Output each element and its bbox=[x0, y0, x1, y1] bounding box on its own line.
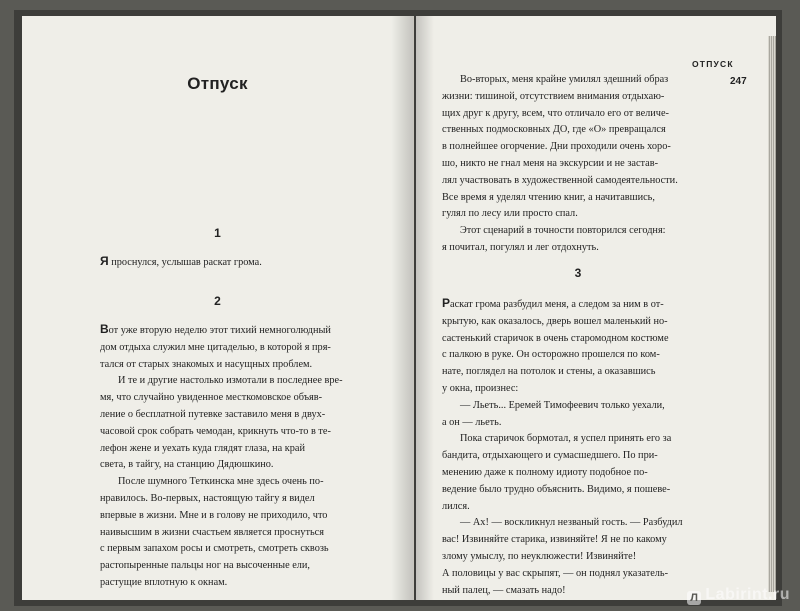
text-line: Во-вторых, меня крайне умилял здешний образ bbox=[460, 74, 669, 85]
section-number-3: 3 bbox=[574, 266, 582, 280]
text-line: А половицы у вас скрыпят, — он поднял указатель- bbox=[442, 567, 669, 579]
text-line: — Ах! — воскликнул незваный гость. — Разбудил bbox=[460, 517, 683, 529]
text-line: гулял по лесу или просто спал. bbox=[442, 208, 578, 220]
drop-cap: В bbox=[100, 322, 109, 336]
text-line: наивысшим в жизни счастьем является проснуться bbox=[100, 526, 324, 538]
text-line: ление о бесплатной путевке заставило меня в двух- bbox=[100, 408, 326, 420]
text-line: тался от старых знакомых и насущных проблем. bbox=[100, 358, 313, 370]
text-line: бандита, отдыхающего и сумасшедшего. По при- bbox=[442, 450, 658, 462]
text-line: мя, что случайно увиденное месткомовское объяв- bbox=[100, 392, 323, 404]
text-line: с первым запахом росы и смотреть, смотреть сквозь bbox=[100, 543, 329, 555]
text-line: впервые в жизни. Мне и в голову не приходило, что bbox=[100, 509, 328, 521]
text-line: Раскат грома разбудил меня, а следом за ним в от- bbox=[442, 296, 664, 310]
text-line: састенький старичок в очень старомодном костюме bbox=[442, 332, 669, 344]
text-line: ный палец, — смазать надо! bbox=[442, 584, 566, 596]
text-line: Все время я уделял чтению книг, а начитавшись, bbox=[442, 191, 655, 203]
text-line: Этот сценарий в точности повторился сегодня: bbox=[460, 225, 666, 237]
text-line: злому умыслу, по неуклюжести! Извиняйте! bbox=[442, 550, 637, 562]
section-number-2: 2 bbox=[214, 294, 221, 308]
right-page bbox=[416, 16, 776, 600]
text-line: часовой срок собрать чемодан, крикнуть что-то в те- bbox=[100, 425, 331, 437]
text-line: растопыренные пальцы ног на высоченные ели, bbox=[100, 560, 311, 572]
text-line: И те и другие настолько измотали в последнее вре- bbox=[118, 375, 343, 387]
left-page bbox=[22, 16, 414, 600]
labirint-logo-icon: Л bbox=[687, 591, 701, 605]
section-3-text bbox=[442, 295, 724, 599]
text-line: с палкою в руке. Он осторожно прошелся по ком- bbox=[442, 349, 660, 361]
section-1-text bbox=[100, 253, 368, 272]
text-line: Пока старичок бормотал, я успел принять его за bbox=[460, 433, 672, 445]
page-edges bbox=[768, 36, 776, 592]
text-line: лефон жене и уехать куда глядят глаза, на край bbox=[100, 442, 306, 454]
text-line: лился. bbox=[442, 500, 470, 512]
drop-cap: Р bbox=[442, 296, 451, 310]
text-line: я почитал, погулял и лег отдохнуть. bbox=[442, 241, 599, 253]
text-line: нате, поглядел на потолок и стены, а оказавшись bbox=[442, 366, 656, 378]
text-line: шо, никто не гнал меня на экскурсии и не застав- bbox=[442, 157, 659, 169]
text-line: жизни: тишиной, отсутствием внимания отдыхаю- bbox=[442, 90, 665, 102]
right-top-text bbox=[442, 72, 724, 257]
text-line: нравилось. Во-первых, настоящую тайгу я видел bbox=[100, 492, 315, 504]
open-book bbox=[14, 10, 782, 606]
text-line: а он — льеть. bbox=[442, 416, 502, 428]
text-line: ведение было трудно объяснить. Видимо, я пошеве- bbox=[442, 483, 671, 495]
text-line: менению даже к полному идиоту подобное по- bbox=[442, 466, 648, 478]
text-line: лял участвовать в художественной самодеятельности. bbox=[442, 174, 678, 186]
text-line: растущие вплотную к окнам. bbox=[100, 576, 228, 588]
text-line: щих друг к другу, всем, что отличало его от величе- bbox=[442, 107, 669, 119]
text-line: После шумного Теткинска мне здесь очень по- bbox=[118, 476, 324, 488]
running-head: ОТПУСК bbox=[692, 59, 734, 69]
section-number-1: 1 bbox=[214, 226, 221, 240]
text-line: ственных подмосковных ДО, где «О» превращался bbox=[442, 124, 666, 136]
text-line: в полнейшее огорчение. Дни проходили очень хоро- bbox=[442, 141, 671, 153]
text-line: у окна, произнес: bbox=[442, 382, 519, 394]
section-2-text bbox=[100, 321, 374, 592]
text-line: вас! Извиняйте старика, извиняйте! Я не по какому bbox=[442, 534, 667, 546]
text-line: крытую, как оказалось, дверь вошел маленький но- bbox=[442, 315, 668, 327]
text-line: света, в тайгу, на станцию Дядюшкино. bbox=[100, 459, 274, 471]
text-line: — Льеть... Еремей Тимофеевич только уехали, bbox=[460, 399, 665, 411]
text-line: Вот уже вторую неделю этот тихий немноголюдный bbox=[100, 322, 331, 336]
drop-cap: Я bbox=[100, 254, 109, 268]
watermark: Л Labirint.ru bbox=[687, 586, 790, 605]
paragraph: Я проснулся, услышав раскат грома. bbox=[100, 254, 262, 268]
chapter-title: Отпуск bbox=[187, 74, 248, 93]
page-number: 247 bbox=[730, 76, 747, 87]
text-line: дом отдыха служил мне цитаделью, в которой я пря- bbox=[100, 341, 331, 353]
